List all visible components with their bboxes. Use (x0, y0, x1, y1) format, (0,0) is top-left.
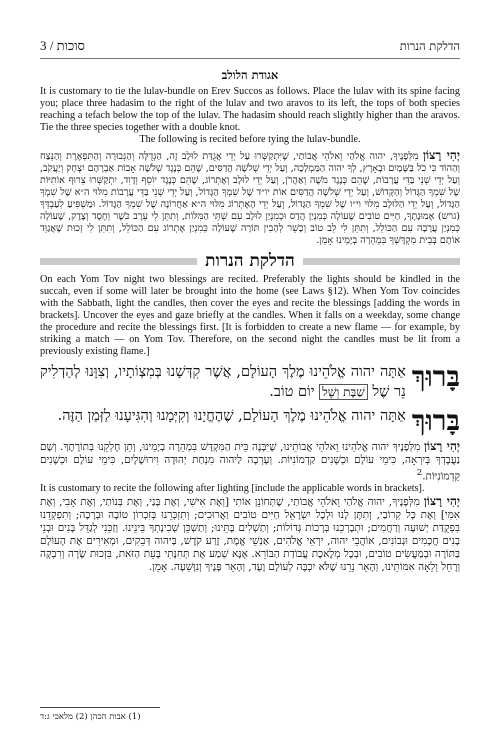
main-content (40, 62, 460, 574)
candles-section-title: הדלקת הנרות (205, 251, 295, 271)
footnote-rule (40, 707, 160, 708)
blessing-2-lead: בָּרוּךְ (411, 404, 460, 437)
candles-section-header (40, 251, 460, 271)
lulav-title: אגודת הלולב (221, 68, 279, 82)
footnotes (40, 712, 460, 723)
section-name: סוכות (56, 38, 85, 53)
after-lighting-bracket-text: וְאֶת אִישִׁי, וְאֶת בָּנַי, וְאֶת בְּנוֹתַי, וְאֶת אָבִי, וְאֶת אִמִּי (40, 496, 460, 522)
after-lighting-prayer (40, 495, 460, 574)
blessing-1-lead: בָּרוּךְ (411, 360, 460, 393)
lulav-instructions: It is customary to tie the lulav-bundle on Erev Succos as follows. Place the lulav with its spine facing you; place three hadasim to the right of the lulav and two aravos to its left, the tops of both species reaching a tefach below the top of the lulav. The hadasim should reach slightly higher than the aravos. Tie the three species together with a double knot. (40, 86, 460, 133)
lulav-prayer-text: מִלְּפָנֶיךָ, יהוה אֱלֹהַי וֵאלֹהֵי אֲבוֹתַי, שֶׁיִּתְקַשְּׁרוּ עַל יְדֵי אֲגֻדַּת לוּלָב זֶה, הַגְּדֻלָּה וְהַגְּבוּרָה וְהַתִּפְאֶרֶת וְהַנֵּצַח וְהַהוֹד כִּי כֹל בַּשָּׁמַיִם וּבָאָרֶץ, לְךָ יהוה הַמַּמְלָכָה, וְעַל יְדֵי שְׁלֹשָׁה הֲדַסִּים, שֶׁהֵם כְּנֶגֶד שְׁלֹשָׁה אָבוֹת אַבְרָהָם יִצְחָק וְיַעֲקֹב, וְעַל יְדֵי שְׁנֵי בַּדֵּי עֲרָבוֹת, שֶׁהֵם כְּנֶגֶד מֹשֶׁה וְאַהֲרֹן, וְעַל יְדֵי לוּלָב וְאֶתְרוֹג, שֶׁהֵם כְּנֶגֶד יוֹסֵף וְדָוִד, יִתְקַשְּׁרוּ צֵרוּף אוֹתִיּוֹת שֶׁל שִׁמְךָ הַגָּדוֹל וְהַקָּדוֹשׁ, וְעַל יְדֵי שְׁלֹשָׁה הֲדַסִּים אוֹת יו״ד שֶׁל שִׁמְךָ הַגָּדוֹל, וְעַל יְדֵי שְׁנֵי בַּדֵּי עֲרָבוֹת מִלּוּי ה״א שֶׁל שִׁמְךָ הַגָּדוֹל, וְעַל יְדֵי הַלּוּלָב מִלּוּי וי״ו שֶׁל שִׁמְךָ הַגָּדוֹל, וְעַל יְדֵי הָאֶתְרוֹג מִלּוּי ה״א אַחֲרוֹנָה שֶׁל שִׁמְךָ הַגָּדוֹל. וּמַשְׁפִּיעַ לְעַבְדְּךָ (גרש) אֶמוּנָתֶךָ, חַיִּים טוֹבִים שֶׁעוֹלָה כְּמִנְיַן הֲדַס וּכְמִנְיַן לוּלָב עִם שְׁתֵּי הַמִּלּוֹת, וְתִתֵּן לִי עֵרֶב כֹּשֶׁר וְחֶסֶד וְצֶדֶק, שֶׁעוֹלָה כְּמִנְיַן עֲרָבָה עִם הַכּוֹלֵל, וְתִתֵּן לִי לֵב טוֹב וְכָשֵׁר לְהָבִין תּוֹרָה שֶׁעוֹלָה כְּמִנְיַן אֶתְרוֹג עִם הַכּוֹלֵל, וְתִתֵּן לִי זְכוּת שֶׁאֲגַוֵּד אוֹתָם בְּבֵית מִקְדָּשְׁךָ בִּמְהֵרָה בְיָמֵינוּ אָמֵן. (40, 151, 460, 246)
after-lighting-prayer-bracket: [וְאֶת אִישִׁי, וְאֶת בָּנַי, וְאֶת בְּנוֹתַי, וְאֶת אָבִי, וְאֶת אִמִּי] (40, 496, 460, 522)
chapter-title: הדלקת הנרות (399, 39, 460, 53)
temple-prayer (40, 440, 460, 483)
head-separator: / (46, 38, 57, 53)
blessing-2-text: אַתָּה יהוה אֱלֹהֵינוּ מֶלֶךְ הָעוֹלָם, שֶׁהֶחֱיָנוּ וְקִיְּמָנוּ וְהִגִּיעָנוּ לַזְּמַן הַזֶּה. (57, 408, 406, 424)
page-number: 3 (40, 38, 47, 53)
after-lighting-prayer-lead: יְהִי רָצוֹן (423, 494, 460, 509)
footnotes-text: (1) אבות הכהן (2) מלאכי ג:ד (40, 712, 141, 722)
temple-prayer-text: מִלְּפָנֶיךָ יהוה אֱלֹהֵינוּ וֵאלֹהֵי אֲבוֹתֵינוּ, שֶׁיִּבָּנֶה בֵּית הַמִּקְדָּשׁ בִּמְהֵרָה בְיָמֵינוּ, וְתֵן חֶלְקֵנוּ בְּתוֹרָתֶךָ. וְשָׁם נַעֲבָדְךָ בְּיִרְאָה, כִּימֵי עוֹלָם וּכְשָׁנִים קַדְמוֹנִיּוֹת. וְעָרְבָה לַיהוה מִנְחַת יְהוּדָה וִירוּשָׁלָיִם, כִּימֵי עוֹלָם וּכְשָׁנִים קַדְמוֹנִיּוֹת. (40, 441, 460, 483)
header-bar-left (40, 258, 197, 265)
after-lighting-prayer-text-a: מִלְּפָנֶיךָ, יהוה אֱלֹהַי וֵאלֹהֵי אֲבוֹתַי, שֶׁתְּחוֹנֵן אוֹתִי (232, 496, 420, 509)
blessing-1-text (40, 362, 406, 402)
temple-prayer-lead: יְהִי רָצוֹן (423, 439, 460, 453)
lulav-prayer (40, 149, 460, 247)
running-head (40, 38, 460, 59)
after-lighting-prayer-text-b: וְאֶת כָּל קְרוֹבַי, וְתִתֶּן לָנוּ וּלְכָל יִשְׂרָאֵל חַיִּים טוֹבִים וַאֲרוּכִים; וְתִזְכְּרֵנוּ בְּזִכְרוֹן טוֹבָה וּבְרָכָה; וְתִפְקְדֵנוּ בִּפְקֻדַּת יְשׁוּעָה וְרַחֲמִים; וּתְבָרְכֵנוּ בְּרָכוֹת גְּדוֹלוֹת; וְתַשְׁלִים בָּתֵּינוּ; וְתַשְׁכֵּן שְׁכִינָתְךָ בֵּינֵינוּ. וְזַכֵּנִי לְגַדֵּל בָּנִים וּבְנֵי בָנִים חֲכָמִים וּנְבוֹנִים, אוֹהֲבֵי יהוה, יִרְאֵי אֱלֹהִים, אַנְשֵׁי אֱמֶת, זֶרַע קֹדֶשׁ, בַּיהוה דְּבֵקִים, וּמְאִירִים אֶת הָעוֹלָם בַּתּוֹרָה וּבְמַעֲשִׂים טוֹבִים, וּבְכָל מְלֶאכֶת עֲבוֹדַת הַבּוֹרֵא. אָנָּא שְׁמַע אֶת תְּחִנָּתִי בָּעֵת הַזֹּאת, בִּזְכוּת שָׂרָה וְרִבְקָה וְרָחֵל וְלֵאָה אִמּוֹתֵינוּ, וְהָאֵר נֵרֵנוּ שֶׁלֹּא יִכְבֶּה לְעוֹלָם וָעֶד, וְהָאֵר פָּנֶיךָ וְנִוָּשֵׁעָה. אָמֵן. (40, 509, 460, 574)
lulav-prayer-lead: יְהִי רָצוֹן (422, 148, 460, 162)
blessing-1-body: אַתָּה יהוה אֱלֹהֵינוּ מֶלֶךְ הָעוֹלָם, אֲשֶׁר קִדְּשָׁנוּ בְּמִצְוֹתָיו, וְצִוָּנוּ לְהַדְלִיק נֵר שֶׁל (40, 364, 406, 400)
header-bar-right (303, 258, 460, 265)
footnote-marker: 2 (416, 468, 423, 478)
blessing-1 (40, 362, 460, 402)
after-lighting-instructions: It is customary to recite the following after lighting [include the applicable words in brackets]. (40, 483, 425, 495)
candles-instructions: On each Yom Tov night two blessings are recited. Preferably the lights should be kindled in the succah, even if some will later be brought into the home (see Laws §12). When Yom Tov coincides with the Sabbath, light the candles, then cover the eyes and recite the blessings [adding the words in brackets]. Uncover the eyes and gaze briefly at the candles. When it falls on a weekday, some change the procedure and recite the blessings first. [It is forbidden to create a new flame — for example, by striking a match — on Yom Tov. Therefore, on the second night the candles must be lit from a previously existing flame.] (40, 274, 460, 357)
blessing-2 (40, 406, 460, 436)
blessing-1-end: יוֹם טוֹב. (269, 384, 315, 400)
page-number-label (40, 38, 85, 54)
blessing-1-bracket: שַׁבָּת וְשֶׁל (319, 384, 368, 400)
lulav-recited-note: The following is recited before tying the lulav-bundle. (139, 134, 361, 145)
